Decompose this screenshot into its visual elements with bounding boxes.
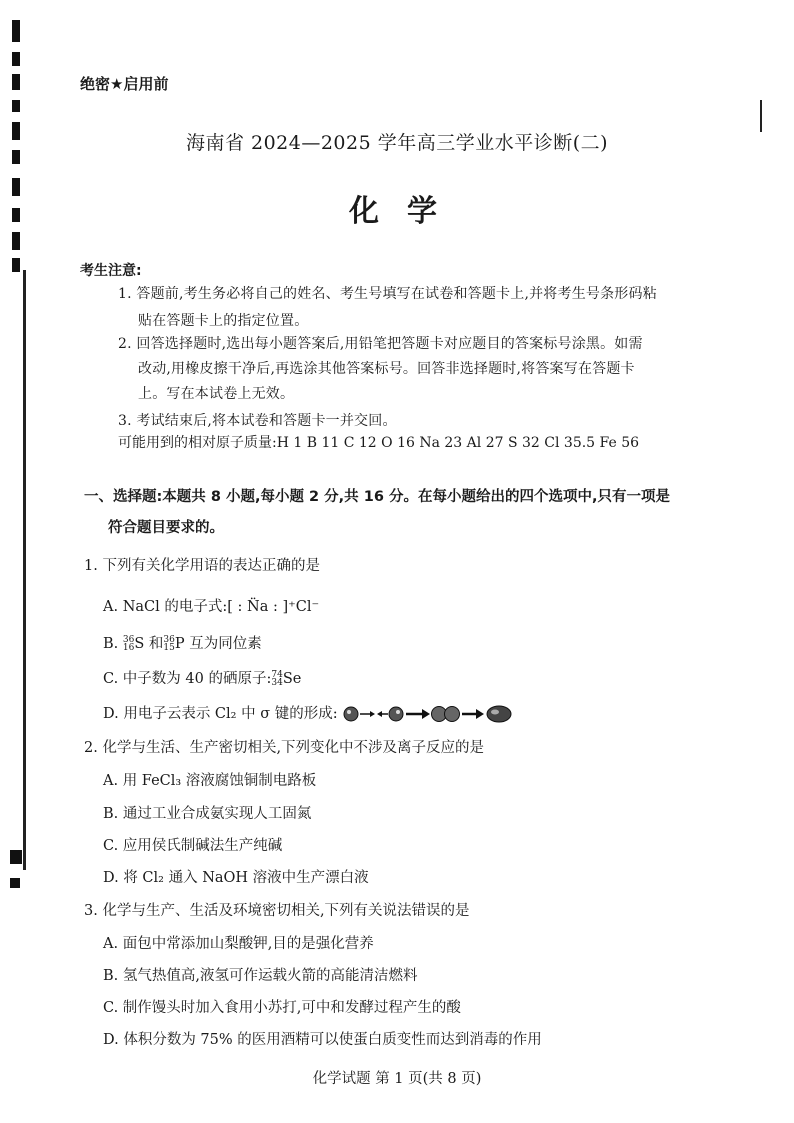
sigma-bond-electron-cloud-diagram bbox=[342, 703, 512, 725]
se-symbol: Se bbox=[282, 671, 302, 687]
notice-item-3: 3. 考试结束后,将本试卷和答题卡一并交回。 bbox=[118, 413, 397, 429]
section-heading-line-2: 符合题目要求的。 bbox=[108, 520, 224, 536]
question-1-option-c bbox=[103, 667, 301, 688]
p-symbol: P 互为同位素 bbox=[174, 636, 262, 652]
se-mass-number: 74 bbox=[271, 670, 283, 680]
notice-item-1-line-1: 1. 答题前,考生务必将自己的姓名、考生号填写在试卷和答题卡上,并将考生号条形码粘 bbox=[118, 286, 657, 302]
question-2-option-c: C. 应用侯氏制碱法生产纯碱 bbox=[103, 838, 283, 854]
question-3-option-b: B. 氢气热值高,液氢可作运载火箭的高能清洁燃料 bbox=[103, 968, 418, 984]
section-heading-line-1: 一、选择题:本题共 8 小题,每小题 2 分,共 16 分。在每小题给出的四个选项中,只有一项是 bbox=[84, 489, 670, 505]
electron-formula: [ : N̈a : ]⁺Cl⁻ bbox=[227, 599, 320, 615]
question-1-option-d bbox=[103, 702, 512, 725]
question-2-option-d: D. 将 Cl₂ 通入 NaOH 溶液中生产漂白液 bbox=[103, 870, 369, 886]
atomic-masses: 可能用到的相对原子质量:H 1 B 11 C 12 O 16 Na 23 Al 27 S 32 Cl 35.5 Fe 56 bbox=[118, 435, 640, 451]
isotope-s-notation bbox=[123, 636, 134, 652]
selenium-notation bbox=[271, 671, 282, 687]
question-2-stem: 2. 化学与生活、生产密切相关,下列变化中不涉及离子反应的是 bbox=[84, 740, 485, 756]
question-1-option-b bbox=[103, 632, 262, 653]
page-footer: 化学试题 第 1 页(共 8 页) bbox=[312, 1071, 482, 1087]
se-atomic-number: 34 bbox=[271, 678, 283, 688]
option-c-prefix: C. 中子数为 40 的硒原子: bbox=[103, 671, 272, 687]
option-d-text: D. 用电子云表示 Cl₂ 中 σ 键的形成: bbox=[103, 706, 338, 722]
question-1-stem: 1. 下列有关化学用语的表达正确的是 bbox=[84, 558, 320, 574]
option-b-prefix: B. bbox=[103, 636, 123, 652]
confidential-label: 绝密★启用前 bbox=[80, 75, 169, 93]
isotope-p-notation bbox=[163, 636, 174, 652]
s-atomic-number: 16 bbox=[122, 643, 135, 653]
question-3-option-a: A. 面包中常添加山梨酸钾,目的是强化营养 bbox=[103, 936, 374, 952]
notice-item-2-line-2: 改动,用橡皮擦干净后,再选涂其他答案标号。回答非选择题时,将答案写在答题卡 bbox=[138, 361, 635, 377]
question-2-option-b: B. 通过工业合成氨实现人工固氮 bbox=[103, 806, 312, 822]
binding-margin bbox=[8, 0, 30, 1123]
question-2-option-a: A. 用 FeCl₃ 溶液腐蚀铜制电路板 bbox=[103, 773, 317, 789]
notice-heading: 考生注意: bbox=[80, 263, 142, 279]
p-mass-number: 36 bbox=[163, 635, 175, 645]
exam-title: 海南省 2024—2025 学年高三学业水平诊断(二) bbox=[185, 132, 609, 154]
s-mass-number: 36 bbox=[122, 635, 135, 645]
question-3-stem: 3. 化学与生产、生活及环境密切相关,下列有关说法错误的是 bbox=[84, 903, 470, 919]
subject-title: 化学 bbox=[349, 194, 465, 229]
notice-item-2-line-1: 2. 回答选择题时,选出每小题答案后,用铅笔把答题卡对应题目的答案标号涂黑。如需 bbox=[118, 336, 643, 352]
s-symbol: S 和 bbox=[134, 636, 164, 652]
option-a-prefix: A. NaCl 的电子式: bbox=[103, 599, 228, 615]
notice-item-2-line-3: 上。写在本试卷上无效。 bbox=[138, 386, 295, 402]
question-3-option-c: C. 制作馒头时加入食用小苏打,可中和发酵过程产生的酸 bbox=[103, 1000, 461, 1016]
question-1-option-a bbox=[103, 595, 319, 616]
p-atomic-number: 15 bbox=[163, 643, 175, 653]
notice-item-1-line-2: 贴在答题卡上的指定位置。 bbox=[138, 313, 309, 329]
question-3-option-d: D. 体积分数为 75% 的医用酒精可以使蛋白质变性而达到消毒的作用 bbox=[103, 1032, 542, 1048]
